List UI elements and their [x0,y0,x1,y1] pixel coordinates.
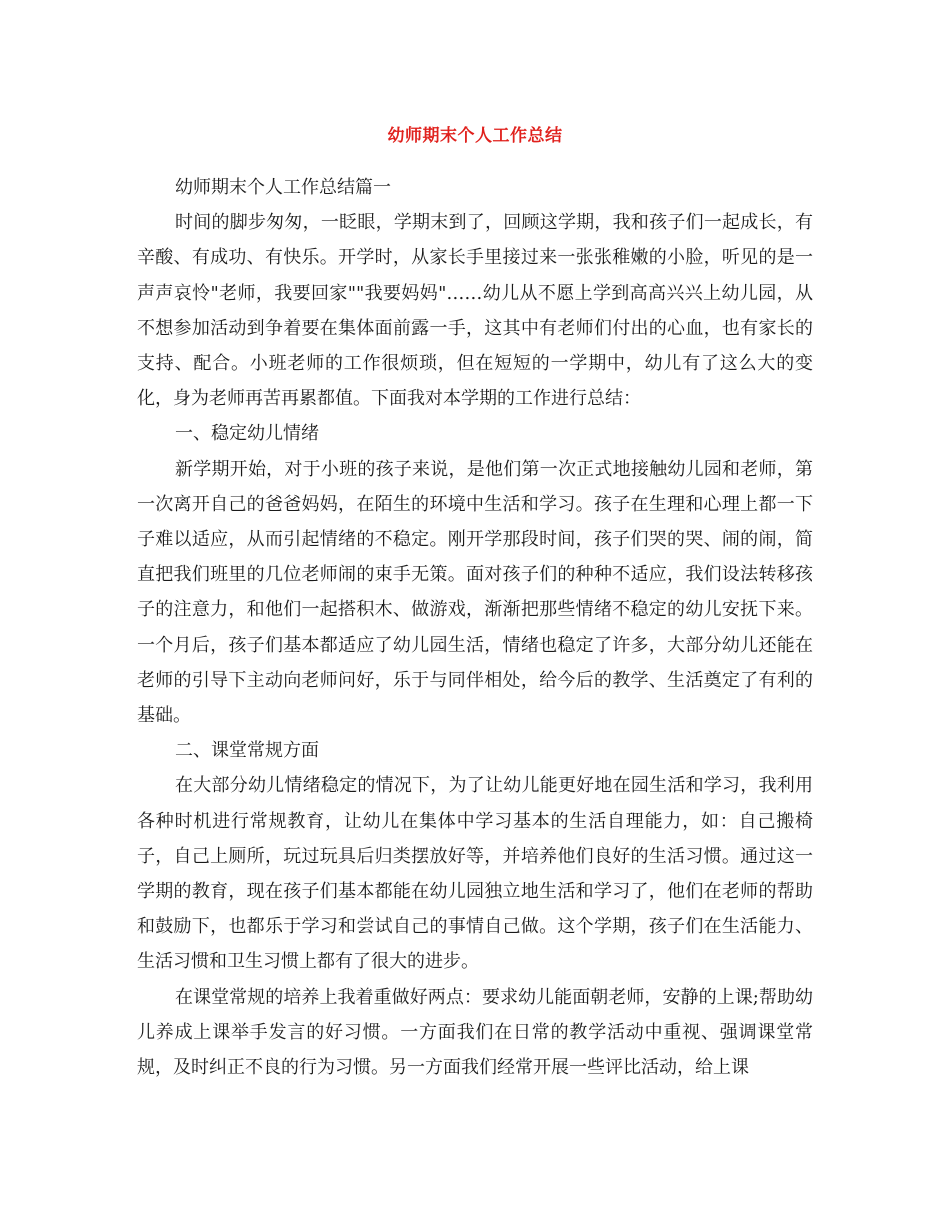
section-subtitle: 幼师期末个人工作总结篇一 [175,177,391,198]
section-heading-1: 一、稳定幼儿情绪 [175,423,319,445]
paragraph-classroom: 在课堂常规的培养上我着重做好两点：要求幼儿能面朝老师，安静的上课;帮助幼儿养成上课举手发言的好习惯。一方面我们在日常的教学活动中重视、强调课堂常规，及时纠正不良的行为习惯。另一方面我们经常开展一些评比活动，给上课 [137,986,813,1079]
paragraph-intro: 时间的脚步匆匆，一眨眼，学期末到了，回顾这学期，我和孩子们一起成长，有辛酸、有成功、有快乐。开学时，从家长手里接过来一张张稚嫩的小脸，听见的是一声声哀怜"老师，我要回家""我要妈妈"……幼儿从不愿上学到高高兴兴上幼儿园，从不想参加活动到争着要在集体面前露一手，这其中有老师们付出的心血，也有家长的支持、配合。小班老师的工作很烦琐，但在短短的一学期中，幼儿有了这么大的变化，身为老师再苦再累都值。下面我对本学期的工作进行总结： [137,212,813,410]
document-body [137,170,813,1085]
section-heading-2: 二、课堂常规方面 [175,740,319,762]
paragraph-emotion: 新学期开始，对于小班的孩子来说，是他们第一次正式地接触幼儿园和老师，第一次离开自己的爸爸妈妈，在陌生的环境中生活和学习。孩子在生理和心理上都一下子难以适应，从而引起情绪的不稳定。刚开学那段时间，孩子们哭的哭、闹的闹，简直把我们班里的几位老师闹的束手无策。面对孩子们的种种不适应，我们设法转移孩子的注意力，和他们一起搭积木、做游戏，渐渐把那些情绪不稳定的幼儿安抚下来。一个月后，孩子们基本都适应了幼儿园生活，情绪也稳定了许多，大部分幼儿还能在老师的引导下主动向老师问好，乐于与同伴相处，给今后的教学、生活奠定了有利的基础。 [137,458,813,727]
document-title: 幼师期末个人工作总结 [387,126,563,146]
paragraph-routine: 在大部分幼儿情绪稳定的情况下，为了让幼儿能更好地在园生活和学习，我利用各种时机进行常规教育，让幼儿在集体中学习基本的生活自理能力，如：自己搬椅子，自己上厕所，玩过玩具后归类摆放好等，并培养他们良好的生活习惯。通过这一学期的教育，现在孩子们基本都能在幼儿园独立地生活和学习了，他们在老师的帮助和鼓励下，也都乐于学习和尝试自己的事情自己做。这个学期，孩子们在生活能力、生活习惯和卫生习惯上都有了很大的进步。 [137,775,813,973]
